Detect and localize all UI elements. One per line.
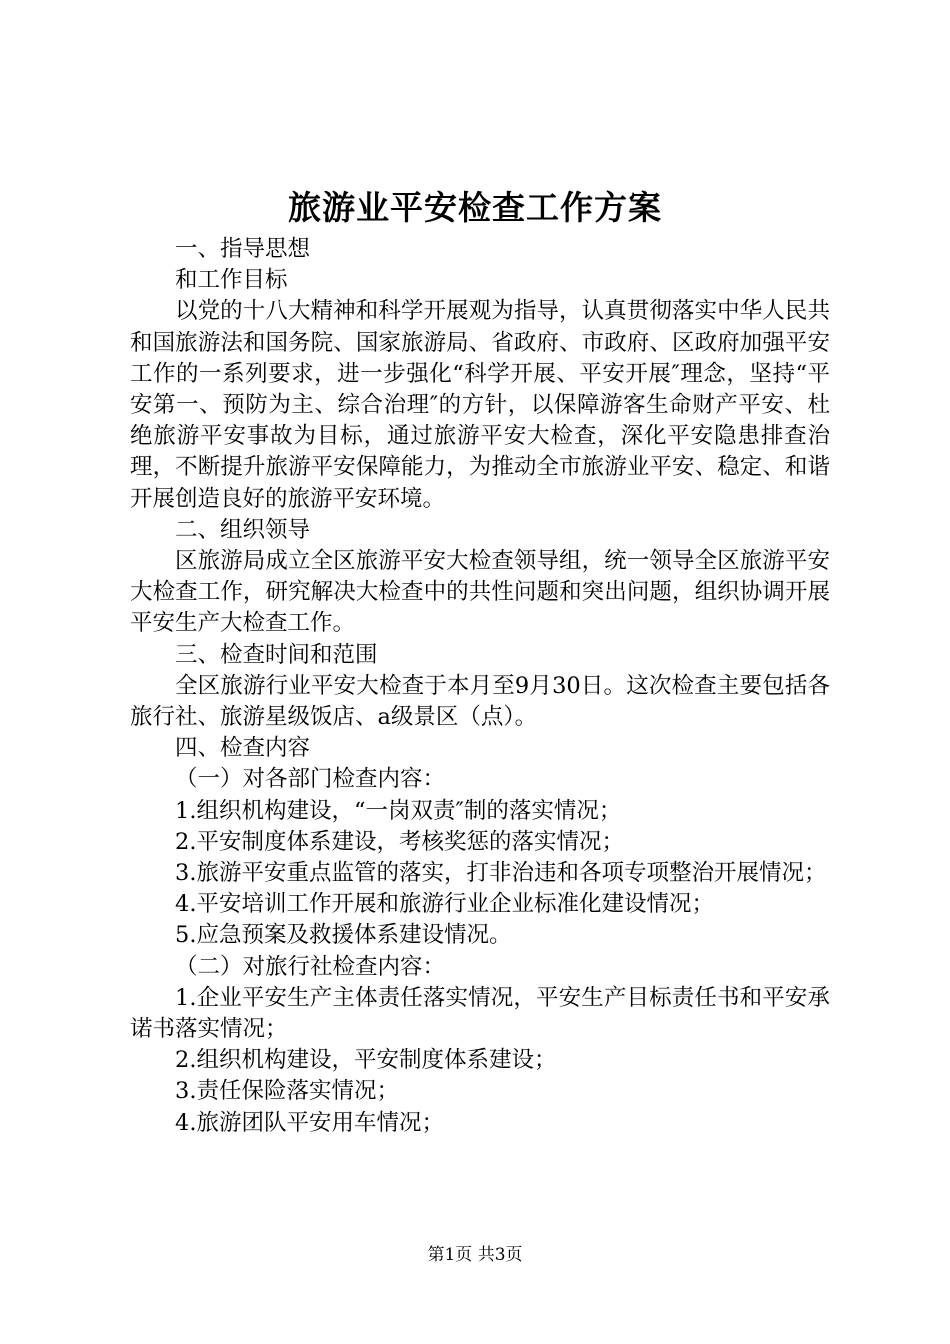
list-item: 2.组织机构建设，平安制度体系建设；	[175, 1047, 557, 1074]
section-heading: 三、检查时间和范围	[175, 641, 378, 668]
list-item: 1.企业平安生产主体责任落实情况，平安生产目标责任书和平安承诺书落实情况；	[130, 984, 830, 1043]
page-footer: 第1页 共3页	[427, 1245, 523, 1265]
list-item: 2.平安制度体系建设，考核奖惩的落实情况；	[175, 828, 624, 855]
section-heading: 二、组织领导	[175, 516, 311, 543]
list-item: 4.旅游团队平安用车情况；	[175, 1109, 444, 1136]
list-item: 4.平安培训工作开展和旅游行业企业标准化建设情况；	[175, 891, 714, 918]
list-item: 5.应急预案及救援体系建设情况。	[175, 922, 512, 949]
list-item: 3.旅游平安重点监管的落实，打非治违和各项专项整治开展情况；	[175, 860, 827, 887]
list-item: 3.责任保险落实情况；	[175, 1078, 399, 1105]
document-body	[130, 234, 830, 1139]
section-heading: 一、指导思想	[175, 236, 311, 262]
paragraph: 区旅游局成立全区旅游平安大检查领导组，统一领导全区旅游平安大检查工作，研究解决大检查中的共性问题和突出问题，组织协调开展平安生产大检查工作。	[130, 548, 830, 637]
section-heading: 四、检查内容	[175, 735, 311, 762]
subsection-heading: （二）对旅行社检查内容：	[175, 953, 446, 980]
document-title: 旅游业平安检查工作方案	[288, 188, 662, 227]
paragraph: 以党的十八大精神和科学开展观为指导，认真贯彻落实中华人民共和国旅游法和国务院、国家旅游局、省政府、市政府、区政府加强平安工作的一系列要求，进一步强化“科学开展、平安开展″理念，坚持“平安第一、预防为主、综合治理″的方针，以保障游客生命财产平安、杜绝旅游平安事故为目标，通过旅游平安大检查，深化平安隐患排查治理，不断提升旅游平安保障能力，为推动全市旅游业平安、稳定、和谐开展创造良好的旅游平安环境。	[130, 298, 830, 512]
subsection-heading: （一）对各部门检查内容：	[175, 766, 446, 793]
list-item: 1.组织机构建设，“一岗双责″制的落实情况；	[175, 797, 622, 824]
paragraph: 全区旅游行业平安大检查于本月至9月30日。这次检查主要包括各旅行社、旅游星级饭店、a级景区（点）。	[130, 672, 830, 731]
section-heading-continued: 和工作目标	[175, 267, 288, 294]
